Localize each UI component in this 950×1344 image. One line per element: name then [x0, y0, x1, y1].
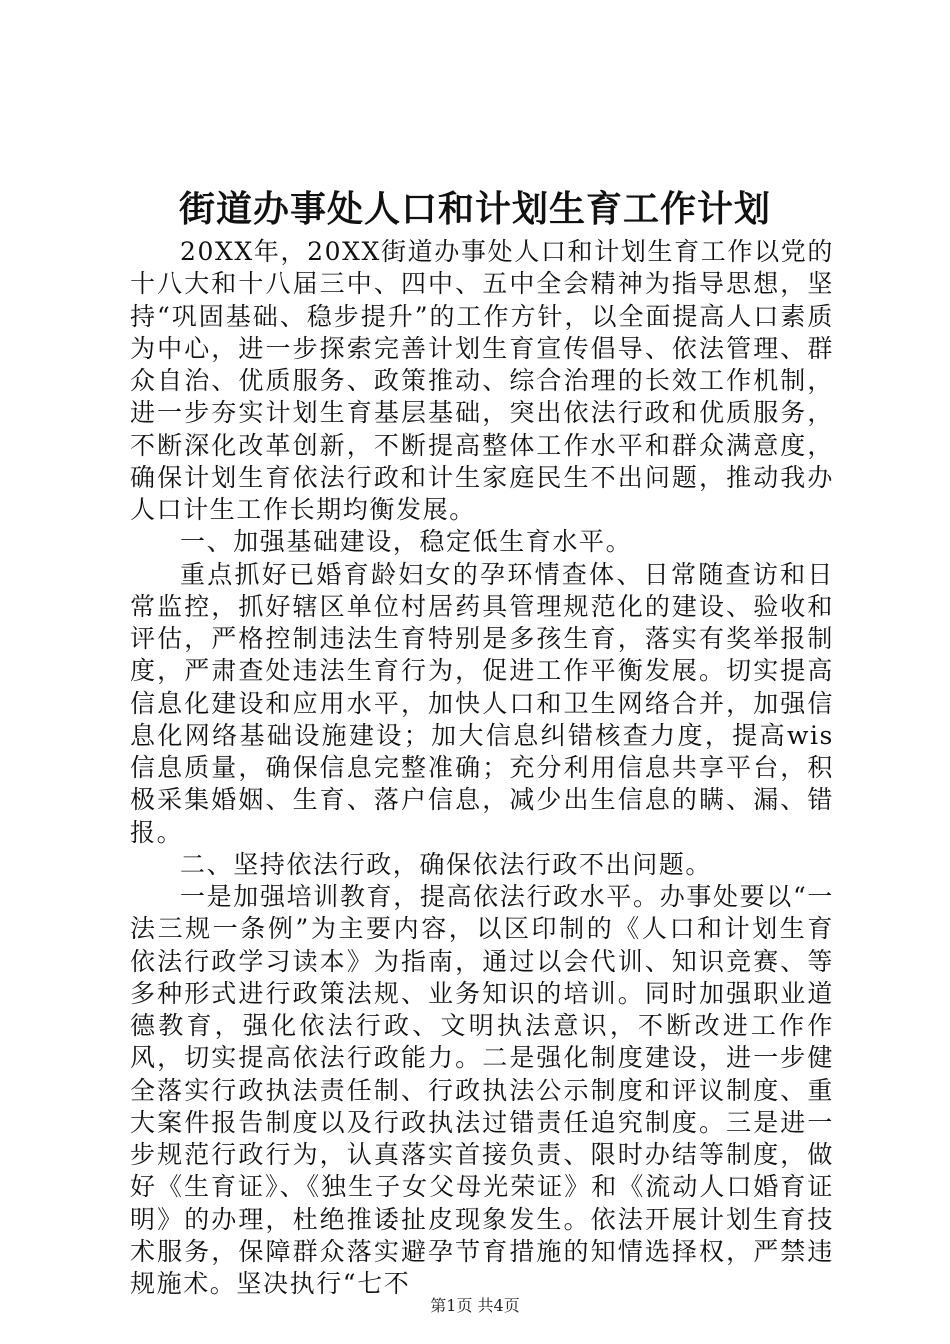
page-title: 街道办事处人口和计划生育工作计划	[178, 188, 771, 230]
document-body	[130, 236, 834, 1300]
section-heading-1: 一、加强基础建设，稳定低生育水平。	[180, 527, 633, 557]
section-1-paragraph: 重点抓好已婚育龄妇女的孕环情查体、日常随查访和日常监控，抓好辖区单位村居药具管理规范化的建设、验收和评估，严格控制违法生育特别是多孩生育，落实有奖举报制度，严肃查处违法生育行为，促进工作平衡发展。切实提高信息化建设和应用水平，加快人口和卫生网络合并，加强信息化网络基础设施建设；加大信息纠错核查力度，提高wis信息质量，确保信息完整准确；充分利用信息共享平台，积极采集婚姻、生育、落户信息，减少出生信息的瞒、漏、错报。	[130, 559, 834, 847]
intro-paragraph: 20XX年，20XX街道办事处人口和计划生育工作以党的十八大和十八届三中、四中、五中全会精神为指导思想，坚持“巩固基础、稳步提升”的工作方针，以全面提高人口素质为中心，进一步探索完善计划生育宣传倡导、依法管理、群众自治、优质服务、政策推动、综合治理的长效工作机制，进一步夯实计划生育基层基础，突出依法行政和优质服务，不断深化改革创新，不断提高整体工作水平和群众满意度，确保计划生育依法行政和计生家庭民生不出问题，推动我办人口计生工作长期均衡发展。	[130, 237, 834, 524]
page-number-footer: 第1页 共4页	[430, 1296, 520, 1315]
section-2-paragraph: 一是加强培训教育，提高依法行政水平。办事处要以“一法三规一条例”为主要内容，以区印制的《人口和计划生育依法行政学习读本》为指南，通过以会代训、知识竞赛、等多种形式进行政策法规、业务知识的培训。同时加强职业道德教育，强化依法行政、文明执法意识，不断改进工作作风，切实提高依法行政能力。二是强化制度建设，进一步健全落实行政执法责任制、行政执法公示制度和评议制度、重大案件报告制度以及行政执法过错责任追究制度。三是进一步规范行政行为，认真落实首接负责、限时办结等制度，做好《生育证》、《独生子女父母光荣证》和《流动人口婚育证明》的办理，杜绝推诿扯皮现象发生。依法开展计划生育技术服务，保障群众落实避孕节育措施的知情选择权，严禁违规施术。坚决执行“七不	[130, 882, 834, 1298]
section-heading-2: 二、坚持依法行政，确保依法行政不出问题。	[180, 849, 713, 879]
